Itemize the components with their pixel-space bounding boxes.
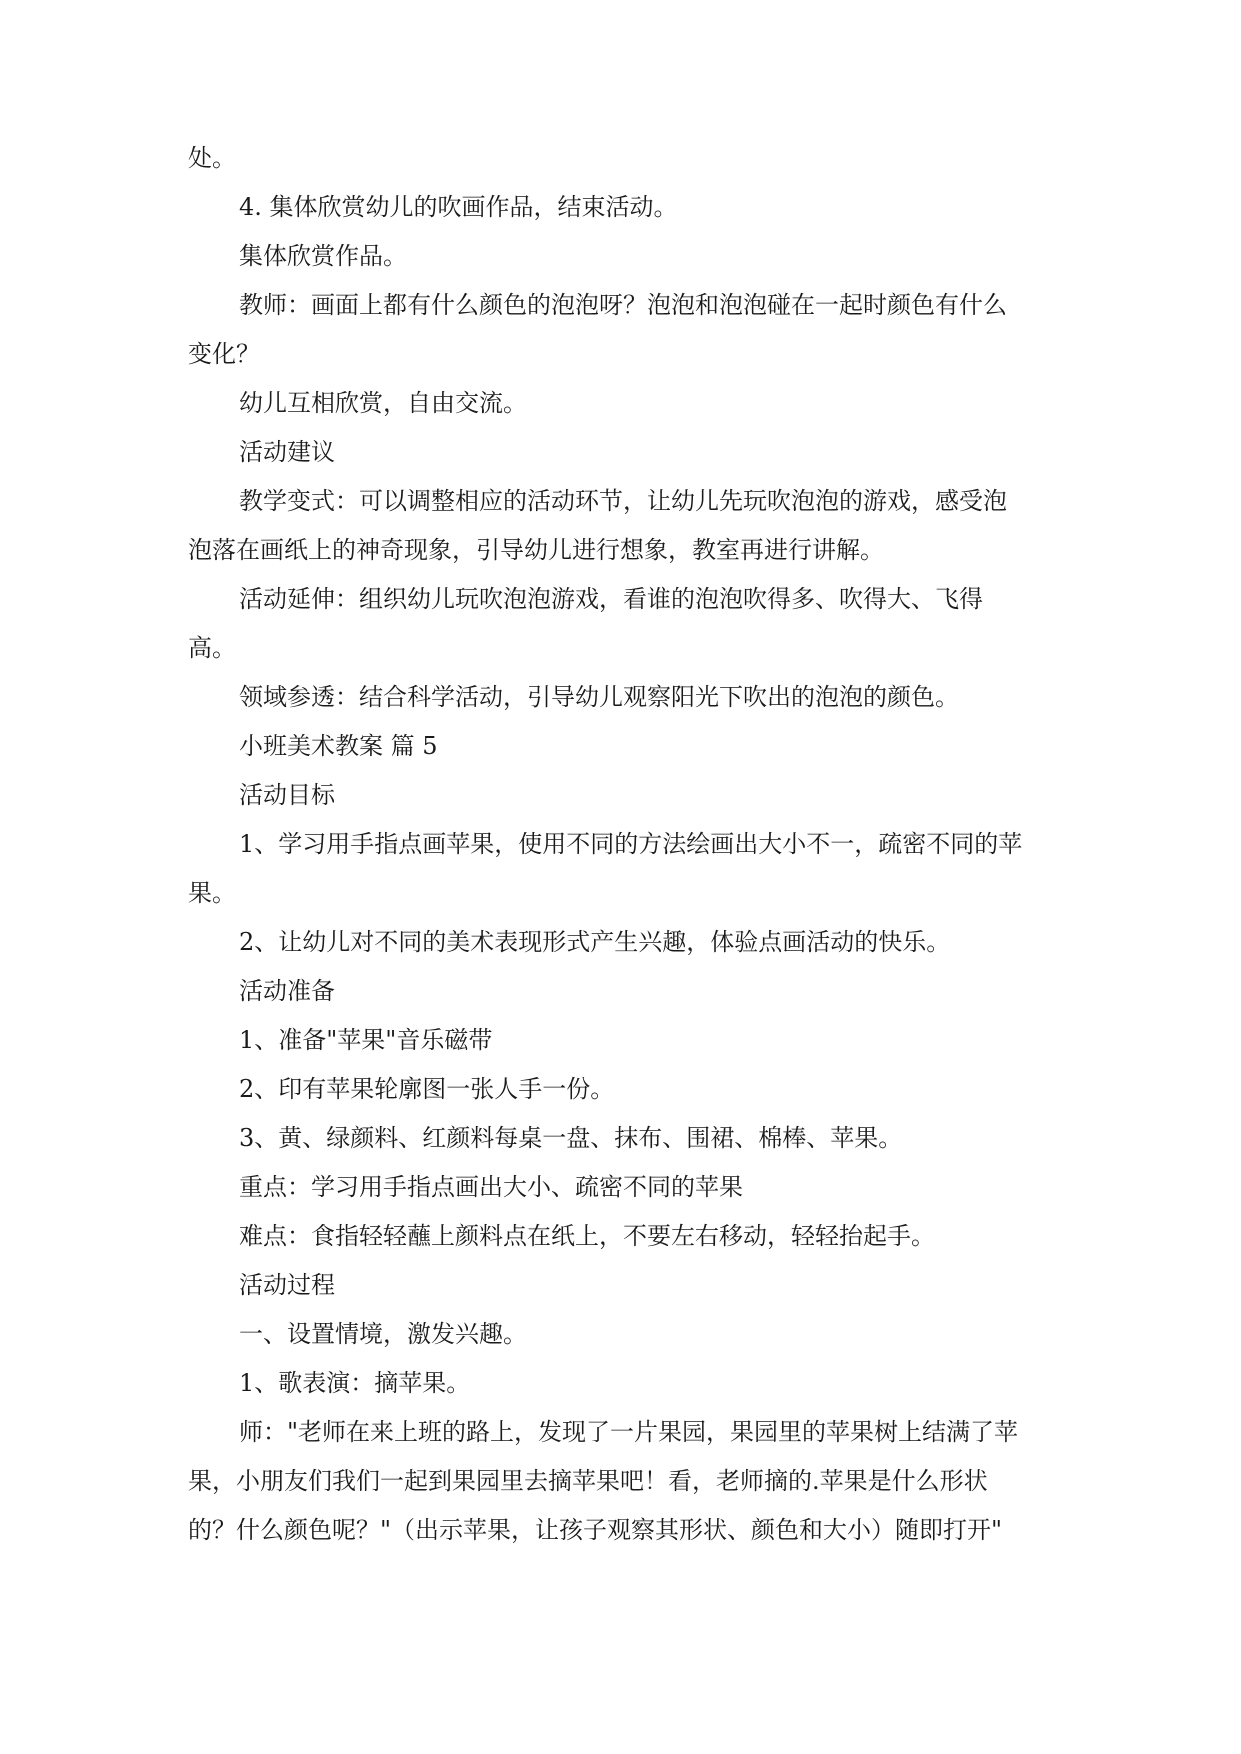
text-line-19: 1、准备"苹果"音乐磁带 (239, 1026, 493, 1054)
text-line-22: 重点：学习用手指点画出大小、疏密不同的苹果 (239, 1173, 743, 1201)
text-line-10: 活动延伸：组织幼儿玩吹泡泡游戏，看谁的泡泡吹得多、吹得大、飞得 (239, 585, 983, 613)
text-line-2: 4. 集体欣赏幼儿的吹画作品，结束活动。 (239, 193, 678, 221)
text-line-12: 领域参透：结合科学活动，引导幼儿观察阳光下吹出的泡泡的颜色。 (239, 683, 959, 711)
text-line-27: 师："老师在来上班的路上，发现了一片果园，果园里的苹果树上结满了苹 (239, 1418, 1019, 1446)
text-line-16: 果。 (188, 879, 236, 907)
section-heading-activity-goals: 活动目标 (239, 781, 335, 809)
text-line-8: 教学变式：可以调整相应的活动环节，让幼儿先玩吹泡泡的游戏，感受泡 (239, 487, 1007, 515)
section-heading-activity-preparation: 活动准备 (239, 977, 335, 1005)
text-line-21: 3、黄、绿颜料、红颜料每桌一盘、抹布、围裙、棉棒、苹果。 (239, 1124, 903, 1152)
text-line-25: 一、设置情境，激发兴趣。 (239, 1320, 527, 1348)
text-line-1: 处。 (188, 144, 236, 172)
section-heading-activity-process: 活动过程 (239, 1271, 335, 1299)
section-title-lesson-5: 小班美术教案 篇 5 (239, 732, 438, 760)
text-line-9: 泡落在画纸上的神奇现象，引导幼儿进行想象，教室再进行讲解。 (188, 536, 884, 564)
section-heading-activity-suggestions: 活动建议 (239, 438, 335, 466)
text-line-11: 高。 (188, 634, 236, 662)
text-line-26: 1、歌表演：摘苹果。 (239, 1369, 471, 1397)
text-line-5: 变化？ (188, 340, 260, 368)
text-line-15: 1、学习用手指点画苹果，使用不同的方法绘画出大小不一，疏密不同的苹 (239, 830, 1023, 858)
text-line-17: 2、让幼儿对不同的美术表现形式产生兴趣，体验点画活动的快乐。 (239, 928, 951, 956)
text-line-23: 难点：食指轻轻蘸上颜料点在纸上，不要左右移动，轻轻抬起手。 (239, 1222, 935, 1250)
text-line-3: 集体欣赏作品。 (239, 242, 407, 270)
text-line-6: 幼儿互相欣赏，自由交流。 (239, 389, 527, 417)
text-line-4: 教师：画面上都有什么颜色的泡泡呀？泡泡和泡泡碰在一起时颜色有什么 (239, 291, 1007, 319)
text-line-29: 的？什么颜色呢？"（出示苹果，让孩子观察其形状、颜色和大小）随即打开" (188, 1516, 1003, 1544)
text-line-28: 果，小朋友们我们一起到果园里去摘苹果吧！看，老师摘的.苹果是什么形状 (188, 1467, 988, 1495)
text-line-20: 2、印有苹果轮廓图一张人手一份。 (239, 1075, 615, 1103)
